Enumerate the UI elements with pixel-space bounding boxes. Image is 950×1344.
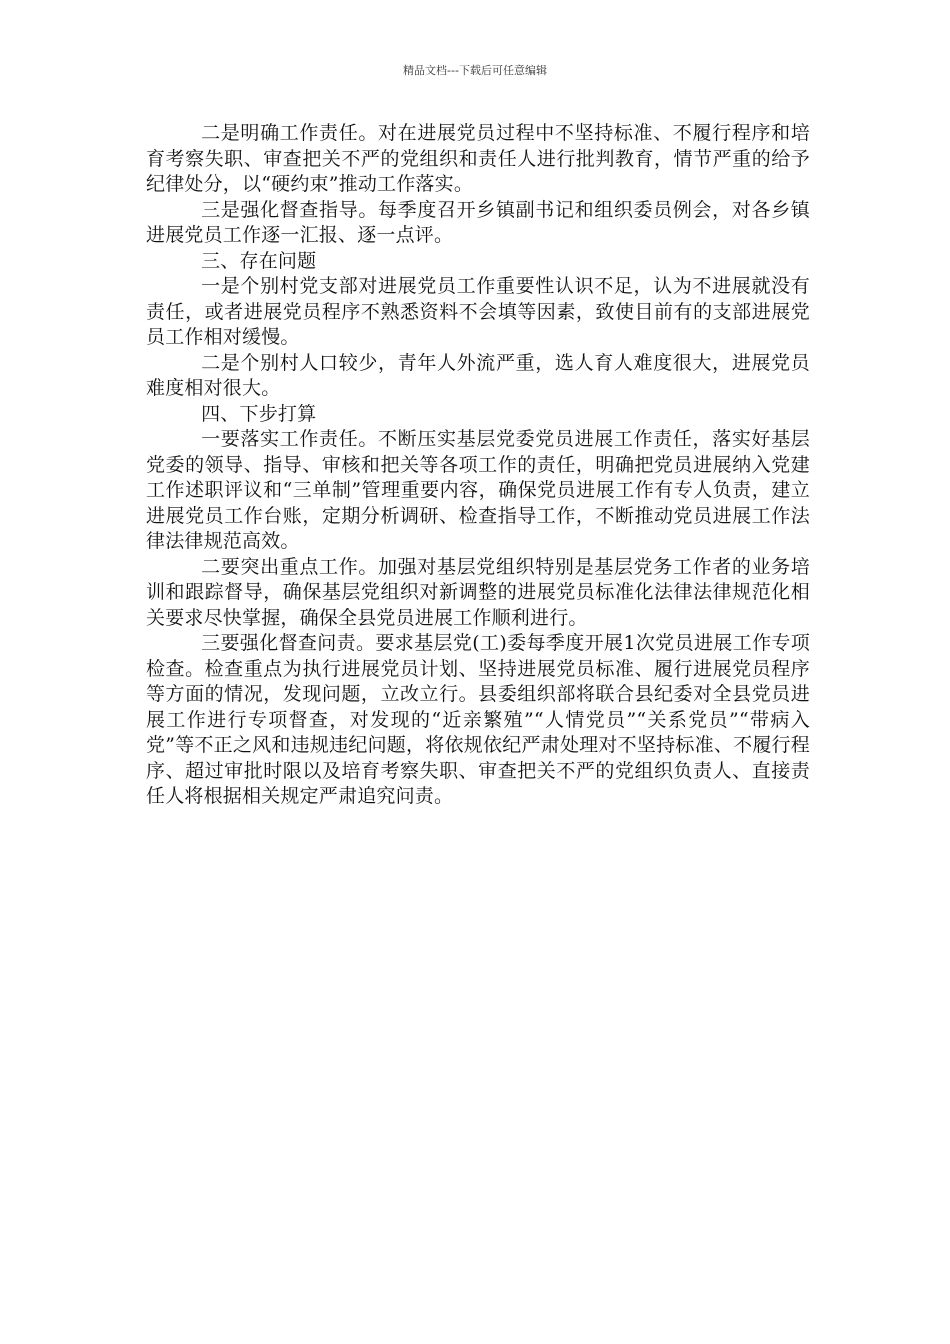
paragraph-step-three: 三要强化督查问责。要求基层党(工)委每季度开展1次党员进展工作专项检查。检查重点为执行进展党员计划、坚持进展党员标准、履行进展党员程序等方面的情况，发现问题，立改立行。县委组织部将联合县纪委对全县党员进展工作进行专项督查，对发现的“近亲繁殖”“人情党员”“关系党员”“带病入党”等不正之风和违规违纪问题，将依规依纪严肃处理对不坚持标准、不履行程序、超过审批时限以及培育考察失职、审查把关不严的党组织负责人、直接责任人将根据相关规定严肃追究问责。: [146, 632, 810, 807]
section-heading-next-steps: 四、下步打算: [201, 402, 317, 425]
paragraph-problem-one: 一是个别村党支部对进展党员工作重要性认识不足，认为不进展就没有责任，或者进展党员程序不熟悉资料不会填等因素，致使目前有的支部进展党员工作相对缓慢。: [146, 275, 810, 348]
section-heading-problems: 三、存在问题: [201, 249, 317, 272]
paragraph-step-two: 二要突出重点工作。加强对基层党组织特别是基层党务工作者的业务培训和跟踪督导，确保基层党组织对新调整的进展党员标准化法律法律规范化相关要求尽快掌握，确保全县党员进展工作顺利进行。: [146, 555, 810, 629]
paragraph-step-one: 一要落实工作责任。不断压实基层党委党员进展工作责任，落实好基层党委的领导、指导、审核和把关等各项工作的责任，明确把党员进展纳入党建工作述职评议和“三单制”管理重要内容，确保党员进展工作有专人负责，建立进展党员工作台账，定期分析调研、检查指导工作，不断推动党员进展工作法律法律规范高效。: [146, 428, 810, 552]
paragraph-responsibility: 二是明确工作责任。对在进展党员过程中不坚持标准、不履行程序和培育考察失职、审查把关不严的党组织和责任人进行批判教育，情节严重的给予纪律处分，以“硬约束”推动工作落实。: [146, 122, 810, 195]
document-body: [146, 121, 810, 810]
paragraph-problem-two: 二是个别村人口较少，青年人外流严重，选人育人难度很大，进展党员难度相对很大。: [146, 351, 810, 399]
page-header: 精品文档---下载后可任意编辑: [403, 64, 547, 77]
paragraph-supervision: 三是强化督查指导。每季度召开乡镇副书记和组织委员例会，对各乡镇进展党员工作逐一汇报、逐一点评。: [146, 198, 810, 246]
